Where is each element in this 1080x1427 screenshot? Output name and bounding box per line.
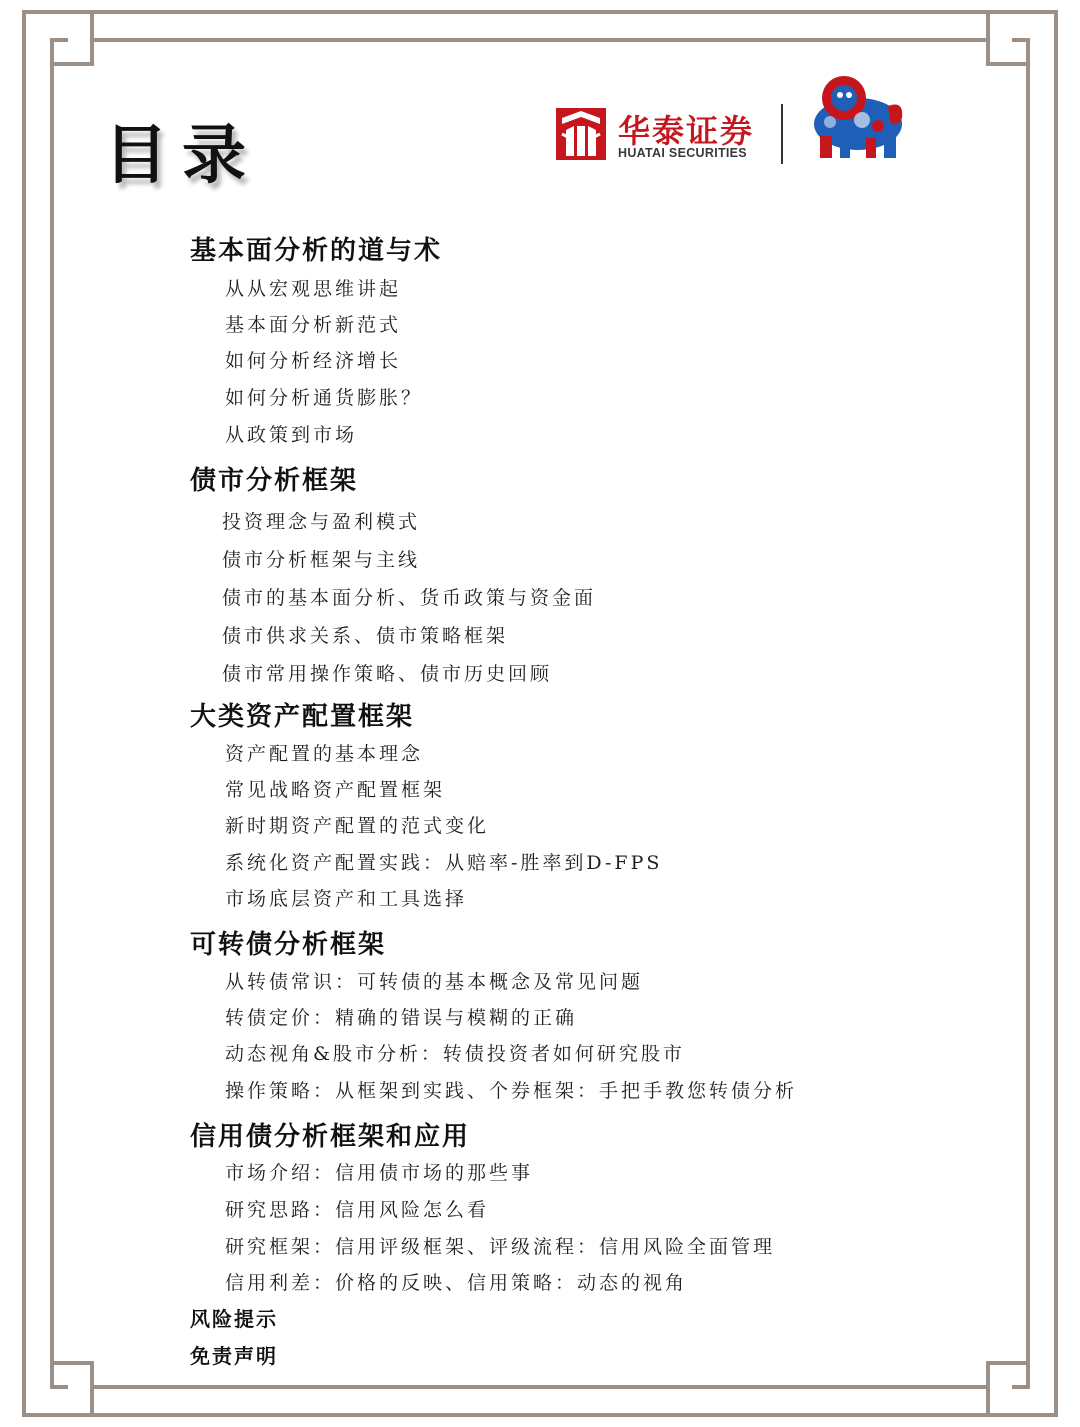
toc-item[interactable]: 债市常用操作策略、债市历史回顾 [222,663,553,685]
toc-item[interactable]: 投资理念与盈利模式 [222,511,421,533]
toc-item[interactable]: 新时期资产配置的范式变化 [225,815,490,837]
toc-item[interactable]: 动态视角&股市分析：转债投资者如何研究股市 [225,1043,685,1065]
toc-item[interactable]: 信用利差：价格的反映、信用策略：动态的视角 [225,1272,688,1294]
toc-item[interactable]: 市场底层资产和工具选择 [225,888,468,910]
toc-item[interactable]: 如何分析通货膨胀？ [225,387,424,409]
toc-item[interactable]: 研究思路：信用风险怎么看 [225,1199,490,1221]
toc-item[interactable]: 债市供求关系、债市策略框架 [222,625,509,647]
toc-section-title[interactable]: 大类资产配置框架 [190,702,415,732]
brand-name-en: HUATAI SECURITIES [618,146,747,160]
huatai-logo [556,104,766,166]
lion-mascot-icon [800,70,910,162]
toc-item[interactable]: 市场介绍：信用债市场的那些事 [225,1162,534,1184]
toc-risk-notice[interactable]: 风险提示 [190,1307,278,1331]
toc-item[interactable]: 操作策略：从框架到实践、个券框架：手把手教您转债分析 [225,1080,798,1102]
brand-name-cn: 华泰证券 [618,112,755,150]
toc-item[interactable]: 债市分析框架与主线 [222,549,421,571]
toc-item[interactable]: 研究框架：信用评级框架、评级流程：信用风险全面管理 [225,1236,776,1258]
toc-disclaimer[interactable]: 免责声明 [190,1344,278,1368]
toc-item[interactable]: 从从宏观思维讲起 [225,278,402,300]
logo-divider [781,104,783,164]
page-title: 目录 [104,118,260,193]
toc-section-title[interactable]: 可转债分析框架 [190,930,387,960]
toc-item[interactable]: 常见战略资产配置框架 [225,779,446,801]
huatai-emblem-icon [556,108,606,160]
toc-item[interactable]: 债市的基本面分析、货币政策与资金面 [222,587,597,609]
toc-item[interactable]: 转债定价：精确的错误与模糊的正确 [225,1007,578,1029]
toc-item[interactable]: 从政策到市场 [225,424,358,446]
toc-section-title[interactable]: 信用债分析框架和应用 [190,1122,471,1152]
toc-item[interactable]: 从转债常识：可转债的基本概念及常见问题 [225,971,644,993]
toc-item[interactable]: 基本面分析新范式 [225,314,402,336]
toc-item[interactable]: 如何分析经济增长 [225,350,402,372]
toc-section-title[interactable]: 基本面分析的道与术 [190,236,443,266]
toc-item[interactable]: 系统化资产配置实践：从赔率-胜率到D-FPS [225,852,663,874]
toc-item[interactable]: 资产配置的基本理念 [225,743,424,765]
toc-section-title[interactable]: 债市分析框架 [190,466,359,496]
